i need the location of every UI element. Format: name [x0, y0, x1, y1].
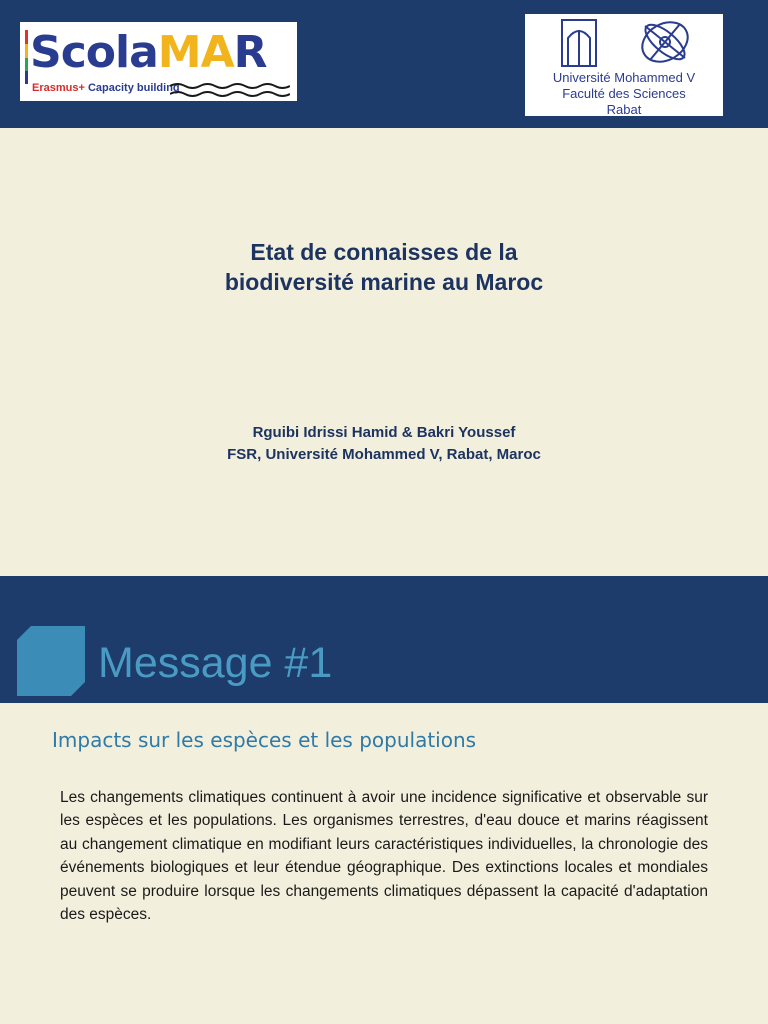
color-stripe-icon [25, 30, 28, 84]
university-emblem-icon [550, 16, 700, 74]
authors-block: Rguibi Idrissi Hamid & Bakri Youssef FSR, Université Mohammed V, Rabat, Maroc [227, 424, 541, 463]
message-subtitle: Impacts sur les espèces et les populations [52, 728, 477, 752]
presentation-title: Etat de connaisses de la biodiversité marine au Maroc [224, 239, 544, 295]
university-name: Université Mohammed V Faculté des Sciences Rabat [552, 70, 696, 117]
scolamar-wordmark: ScolaMAR [30, 27, 267, 78]
message-slide [0, 576, 768, 1024]
waves-icon [170, 82, 290, 98]
cut-square-icon [17, 626, 85, 696]
scolamar-logo [20, 22, 297, 101]
scolamar-tagline: Erasmus+ Capacity building [32, 82, 180, 94]
message-header-band [0, 576, 768, 703]
university-logo [525, 14, 723, 116]
message-title: Message #1 [98, 639, 333, 687]
message-body: Les changements climatiques continuent à avoir une incidence significative et observable sur les espèces et les populations. Les organismes terrestres, d'eau douce et marins réagissent au changement climatique en modifiant leurs caractéristiques individuelles, la chronologie des événements biologiques et leur étendue géographique. Des extinctions locales et mondiales peuvent se produire lorsque les changements climatiques dépassent la capacité d'adaptation des espèces. [60, 789, 708, 924]
